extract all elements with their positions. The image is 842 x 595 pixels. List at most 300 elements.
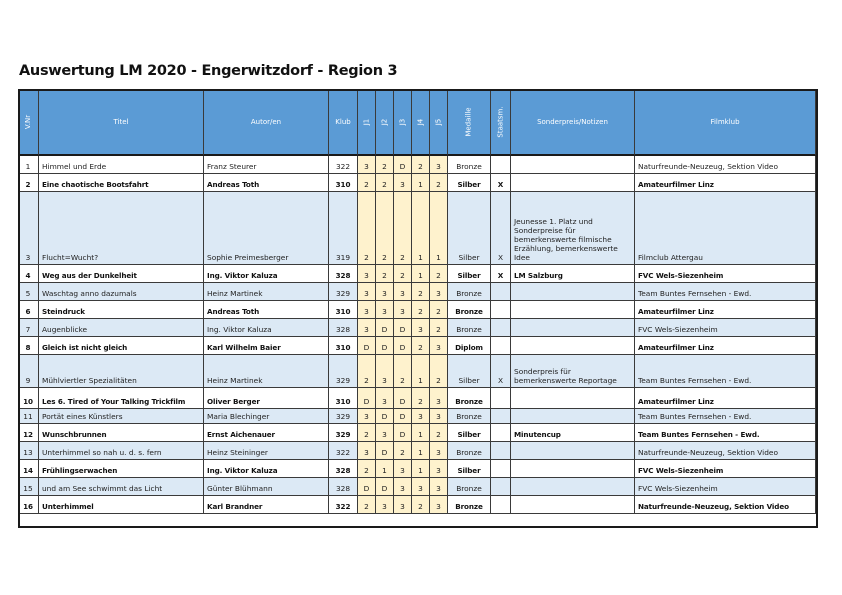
autor-value: Ernst Aichenauer (207, 430, 275, 439)
cell-j3 (394, 301, 412, 319)
medaille-value: Silber (457, 466, 481, 475)
page-title: Auswertung LM 2020 - Engerwitzdorf - Region 3 (19, 63, 398, 79)
titel-value: Steindruck (42, 307, 85, 316)
autor-value: Günter Blühmann (207, 484, 273, 493)
cell-filmklub (635, 337, 816, 355)
cell-j4 (412, 265, 430, 283)
j3-value: D (399, 162, 406, 171)
cell-filmklub (635, 442, 816, 460)
klub-value: 329 (335, 430, 351, 439)
cell-vnr (18, 265, 39, 283)
cell-vnr (18, 388, 39, 409)
vnr-value: 13 (23, 448, 33, 457)
j3-value: D (399, 412, 406, 421)
j5-value: 3 (436, 289, 441, 298)
cell-titel (39, 442, 204, 460)
autor-value: Maria Blechinger (207, 412, 270, 421)
cell-j4 (412, 388, 430, 409)
j5-value: 3 (436, 466, 441, 475)
cell-j1 (358, 424, 376, 442)
klub-value: 310 (335, 397, 351, 406)
j4-value: 1 (418, 430, 423, 439)
autor-value: Heinz Steininger (207, 448, 268, 457)
j2-value: 3 (382, 397, 387, 406)
header-label: J5 (434, 118, 443, 125)
cell-titel (39, 192, 204, 265)
cell-medaille (448, 355, 491, 388)
j1-value: 3 (364, 289, 369, 298)
klub-value: 319 (335, 253, 351, 262)
cell-filmklub (635, 156, 816, 174)
cell-j1 (358, 156, 376, 174)
cell-j1 (358, 174, 376, 192)
cell-autor (204, 283, 329, 301)
klub-value: 328 (335, 484, 351, 493)
cell-j2 (376, 460, 394, 478)
klub-value: 310 (335, 180, 351, 189)
header-label: Medaille (464, 106, 473, 137)
cell-medaille (448, 265, 491, 283)
titel-value: Wunschbrunnen (42, 430, 107, 439)
cell-autor (204, 156, 329, 174)
cell-klub (329, 388, 358, 409)
j1-value: 2 (364, 180, 369, 189)
filmklub-value: FVC Wels-Siezenheim (638, 484, 718, 493)
cell-autor (204, 409, 329, 424)
cell-titel (39, 460, 204, 478)
cell-vnr (18, 478, 39, 496)
cell-j4 (412, 301, 430, 319)
j3-value: D (399, 343, 406, 352)
j3-value: 2 (400, 448, 405, 457)
cell-autor (204, 265, 329, 283)
vnr-value: 10 (23, 397, 33, 406)
cell-j5 (430, 265, 448, 283)
j2-value: 2 (382, 271, 387, 280)
cell-titel (39, 496, 204, 514)
cell-vnr (18, 424, 39, 442)
cell-staatsm (491, 388, 511, 409)
klub-value: 322 (335, 162, 351, 171)
cell-j1 (358, 355, 376, 388)
cell-titel (39, 355, 204, 388)
titel-value: Eine chaotische Bootsfahrt (42, 180, 149, 189)
cell-filmklub (635, 496, 816, 514)
filmklub-value: Filmclub Attergau (638, 253, 703, 262)
filmklub-value: FVC Wels-Siezenheim (638, 325, 718, 334)
titel-value: Les 6. Tired of Your Talking Trickfilm (42, 397, 186, 406)
vnr-value: 2 (25, 180, 31, 189)
j5-value: 2 (436, 271, 441, 280)
cell-j1 (358, 388, 376, 409)
j5-value: 2 (436, 180, 441, 189)
titel-value: Frühlingserwachen (42, 466, 118, 475)
cell-klub (329, 409, 358, 424)
cell-j4 (412, 496, 430, 514)
j4-value: 1 (418, 180, 423, 189)
cell-j5 (430, 496, 448, 514)
j3-value: 3 (400, 307, 405, 316)
j2-value: 1 (382, 466, 387, 475)
cell-titel (39, 388, 204, 409)
cell-j1 (358, 319, 376, 337)
cell-medaille (448, 388, 491, 409)
cell-notiz (511, 496, 635, 514)
j1-value: 3 (364, 325, 369, 334)
filmklub-value: Team Buntes Fernsehen - Ewd. (638, 430, 760, 439)
titel-value: Mühlviertler Spezialitäten (42, 376, 137, 385)
cell-j4 (412, 283, 430, 301)
cell-autor (204, 319, 329, 337)
cell-j3 (394, 174, 412, 192)
titel-value: Augenblicke (42, 325, 88, 334)
cell-notiz (511, 337, 635, 355)
j2-value: D (381, 448, 388, 457)
cell-autor (204, 192, 329, 265)
klub-value: 310 (335, 343, 351, 352)
autor-value: Karl Wilhelm Baier (207, 343, 281, 352)
cell-j2 (376, 265, 394, 283)
cell-j3 (394, 355, 412, 388)
cell-klub (329, 337, 358, 355)
j1-value: 2 (364, 466, 369, 475)
cell-j5 (430, 355, 448, 388)
header-j3 (394, 89, 412, 156)
j4-value: 1 (418, 466, 423, 475)
cell-filmklub (635, 192, 816, 265)
cell-vnr (18, 319, 39, 337)
cell-j5 (430, 283, 448, 301)
j5-value: 2 (436, 430, 441, 439)
cell-j3 (394, 156, 412, 174)
filmklub-value: Amateurfilmer Linz (638, 180, 714, 189)
cell-j1 (358, 192, 376, 265)
j3-value: 3 (400, 466, 405, 475)
j4-value: 2 (418, 343, 423, 352)
header-j2 (376, 89, 394, 156)
cell-j3 (394, 496, 412, 514)
cell-j2 (376, 156, 394, 174)
cell-j4 (412, 478, 430, 496)
j3-value: 3 (400, 289, 405, 298)
j1-value: 2 (364, 502, 369, 511)
cell-medaille (448, 478, 491, 496)
j5-value: 3 (436, 448, 441, 457)
klub-value: 322 (335, 448, 351, 457)
j2-value: 3 (382, 430, 387, 439)
cell-medaille (448, 174, 491, 192)
cell-autor (204, 388, 329, 409)
titel-value: und am See schwimmt das Licht (42, 484, 163, 493)
cell-notiz (511, 409, 635, 424)
j5-value: 2 (436, 325, 441, 334)
cell-j3 (394, 283, 412, 301)
cell-j2 (376, 388, 394, 409)
cell-klub (329, 192, 358, 265)
j1-value: D (363, 484, 370, 493)
staatsm-value: X (497, 271, 504, 280)
cell-titel (39, 337, 204, 355)
filmklub-value: Amateurfilmer Linz (638, 343, 714, 352)
cell-medaille (448, 156, 491, 174)
cell-medaille (448, 496, 491, 514)
filmklub-value: Team Buntes Fernsehen - Ewd. (638, 376, 752, 385)
medaille-value: Bronze (456, 484, 482, 493)
cell-j5 (430, 319, 448, 337)
cell-klub (329, 283, 358, 301)
cell-notiz (511, 388, 635, 409)
header-klub (329, 89, 358, 156)
staatsm-value: X (497, 253, 504, 262)
cell-titel (39, 409, 204, 424)
klub-value: 329 (335, 412, 351, 421)
notiz-value: Sonderpreis für bemerkenswerte Reportage (514, 367, 617, 385)
j3-value: 3 (400, 502, 405, 511)
header-label: J1 (362, 118, 371, 125)
cell-titel (39, 301, 204, 319)
cell-j3 (394, 409, 412, 424)
titel-value: Unterhimmel (42, 502, 94, 511)
header-label: Klub (335, 117, 351, 126)
cell-j2 (376, 409, 394, 424)
cell-medaille (448, 442, 491, 460)
cell-vnr (18, 442, 39, 460)
cell-j5 (430, 174, 448, 192)
cell-notiz (511, 478, 635, 496)
staatsm-value: X (497, 376, 504, 385)
j1-value: 3 (364, 162, 369, 171)
header-notiz (511, 89, 635, 156)
filmklub-value: Team Buntes Fernsehen - Ewd. (638, 412, 752, 421)
cell-j2 (376, 442, 394, 460)
cell-vnr (18, 301, 39, 319)
cell-j5 (430, 388, 448, 409)
cell-notiz (511, 174, 635, 192)
cell-j3 (394, 424, 412, 442)
medaille-value: Bronze (456, 412, 482, 421)
j5-value: 3 (436, 412, 441, 421)
j2-value: 3 (382, 307, 387, 316)
j3-value: D (399, 397, 406, 406)
medaille-value: Bronze (455, 307, 483, 316)
cell-j5 (430, 156, 448, 174)
autor-value: Andreas Toth (207, 180, 260, 189)
cell-vnr (18, 283, 39, 301)
cell-j4 (412, 156, 430, 174)
cell-vnr (18, 409, 39, 424)
j1-value: D (363, 397, 370, 406)
vnr-value: 9 (25, 376, 31, 385)
autor-value: Ing. Viktor Kaluza (207, 271, 278, 280)
results-table (18, 89, 818, 528)
cell-titel (39, 265, 204, 283)
j4-value: 3 (418, 325, 423, 334)
cell-autor (204, 355, 329, 388)
cell-vnr (18, 192, 39, 265)
klub-value: 329 (335, 289, 351, 298)
cell-j3 (394, 265, 412, 283)
notiz-value: Jeunesse 1. Platz und Sonderpreise für bemerkenswerte filmische Erzählung, bemerkenswerte Idee (514, 217, 618, 262)
cell-titel (39, 156, 204, 174)
j1-value: D (363, 343, 370, 352)
cell-j4 (412, 442, 430, 460)
medaille-value: Silber (457, 271, 481, 280)
cell-vnr (18, 156, 39, 174)
header-label: Staatsm. (496, 105, 505, 138)
j4-value: 1 (418, 253, 423, 262)
cell-vnr (18, 496, 39, 514)
cell-klub (329, 424, 358, 442)
cell-klub (329, 496, 358, 514)
cell-j2 (376, 301, 394, 319)
j2-value: 3 (382, 289, 387, 298)
cell-j2 (376, 496, 394, 514)
cell-staatsm (491, 478, 511, 496)
vnr-value: 3 (25, 253, 31, 262)
cell-staatsm (491, 337, 511, 355)
vnr-value: 6 (25, 307, 31, 316)
cell-filmklub (635, 388, 816, 409)
header-label: J3 (398, 118, 407, 125)
j2-value: 2 (382, 253, 387, 262)
cell-medaille (448, 283, 491, 301)
j4-value: 1 (418, 271, 423, 280)
header-j5 (430, 89, 448, 156)
j5-value: 1 (436, 253, 441, 262)
j5-value: 2 (436, 307, 441, 316)
header-vnr (18, 89, 39, 156)
cell-j1 (358, 283, 376, 301)
j5-value: 2 (436, 376, 441, 385)
vnr-value: 1 (25, 162, 31, 171)
klub-value: 310 (335, 307, 351, 316)
cell-j3 (394, 337, 412, 355)
j1-value: 2 (364, 253, 369, 262)
cell-filmklub (635, 283, 816, 301)
autor-value: Andreas Toth (207, 307, 260, 316)
header-staatsm (491, 89, 511, 156)
cell-titel (39, 283, 204, 301)
cell-j2 (376, 355, 394, 388)
titel-value: Weg aus der Dunkelheit (42, 271, 137, 280)
j1-value: 3 (364, 271, 369, 280)
cell-filmklub (635, 265, 816, 283)
j2-value: D (381, 412, 388, 421)
cell-autor (204, 337, 329, 355)
cell-filmklub (635, 301, 816, 319)
filmklub-value: Team Buntes Fernsehen - Ewd. (638, 289, 752, 298)
vnr-value: 8 (25, 343, 31, 352)
medaille-value: Diplom (455, 343, 483, 352)
header-label: V.Nr (23, 114, 32, 129)
j1-value: 2 (364, 430, 369, 439)
filmklub-value: Naturfreunde-Neuzeug, Sektion Video (638, 162, 778, 171)
cell-filmklub (635, 174, 816, 192)
cell-filmklub (635, 319, 816, 337)
cell-notiz (511, 319, 635, 337)
header-label: Sonderpreis/Notizen (537, 117, 608, 126)
cell-j1 (358, 460, 376, 478)
cell-vnr (18, 174, 39, 192)
j3-value: 2 (400, 376, 405, 385)
medaille-value: Silber (457, 430, 481, 439)
cell-j3 (394, 442, 412, 460)
cell-autor (204, 496, 329, 514)
cell-j4 (412, 460, 430, 478)
klub-value: 328 (335, 325, 351, 334)
cell-notiz (511, 460, 635, 478)
cell-j2 (376, 192, 394, 265)
vnr-value: 12 (23, 430, 33, 439)
cell-j4 (412, 174, 430, 192)
cell-j2 (376, 319, 394, 337)
j2-value: 2 (382, 162, 387, 171)
cell-autor (204, 460, 329, 478)
cell-autor (204, 442, 329, 460)
j2-value: D (381, 325, 388, 334)
titel-value: Flucht=Wucht? (42, 253, 99, 262)
cell-autor (204, 478, 329, 496)
cell-notiz (511, 283, 635, 301)
cell-staatsm (491, 319, 511, 337)
cell-medaille (448, 460, 491, 478)
cell-klub (329, 265, 358, 283)
vnr-value: 4 (25, 271, 31, 280)
j1-value: 2 (364, 376, 369, 385)
cell-staatsm (491, 283, 511, 301)
j4-value: 2 (418, 289, 423, 298)
cell-notiz (511, 424, 635, 442)
cell-j3 (394, 388, 412, 409)
medaille-value: Bronze (455, 397, 483, 406)
cell-staatsm (491, 355, 511, 388)
cell-j1 (358, 442, 376, 460)
medaille-value: Bronze (456, 448, 482, 457)
cell-j3 (394, 478, 412, 496)
cell-klub (329, 156, 358, 174)
autor-value: Karl Brandner (207, 502, 263, 511)
cell-staatsm (491, 174, 511, 192)
cell-notiz (511, 265, 635, 283)
vnr-value: 14 (23, 466, 33, 475)
j2-value: 2 (382, 180, 387, 189)
cell-j5 (430, 424, 448, 442)
klub-value: 329 (335, 376, 351, 385)
cell-j5 (430, 409, 448, 424)
vnr-value: 16 (23, 502, 33, 511)
cell-klub (329, 174, 358, 192)
cell-filmklub (635, 460, 816, 478)
j4-value: 3 (418, 412, 423, 421)
j3-value: D (399, 430, 406, 439)
staatsm-value: X (497, 180, 504, 189)
cell-j2 (376, 283, 394, 301)
titel-value: Himmel und Erde (42, 162, 107, 171)
medaille-value: Bronze (456, 162, 482, 171)
header-label: J4 (416, 118, 425, 125)
j3-value: D (399, 325, 406, 334)
j4-value: 2 (418, 307, 423, 316)
cell-staatsm (491, 442, 511, 460)
cell-j4 (412, 319, 430, 337)
cell-notiz (511, 355, 635, 388)
autor-value: Franz Steurer (207, 162, 257, 171)
medaille-value: Bronze (456, 289, 482, 298)
filmklub-value: Amateurfilmer Linz (638, 397, 714, 406)
vnr-value: 5 (25, 289, 31, 298)
cell-j5 (430, 460, 448, 478)
cell-notiz (511, 192, 635, 265)
